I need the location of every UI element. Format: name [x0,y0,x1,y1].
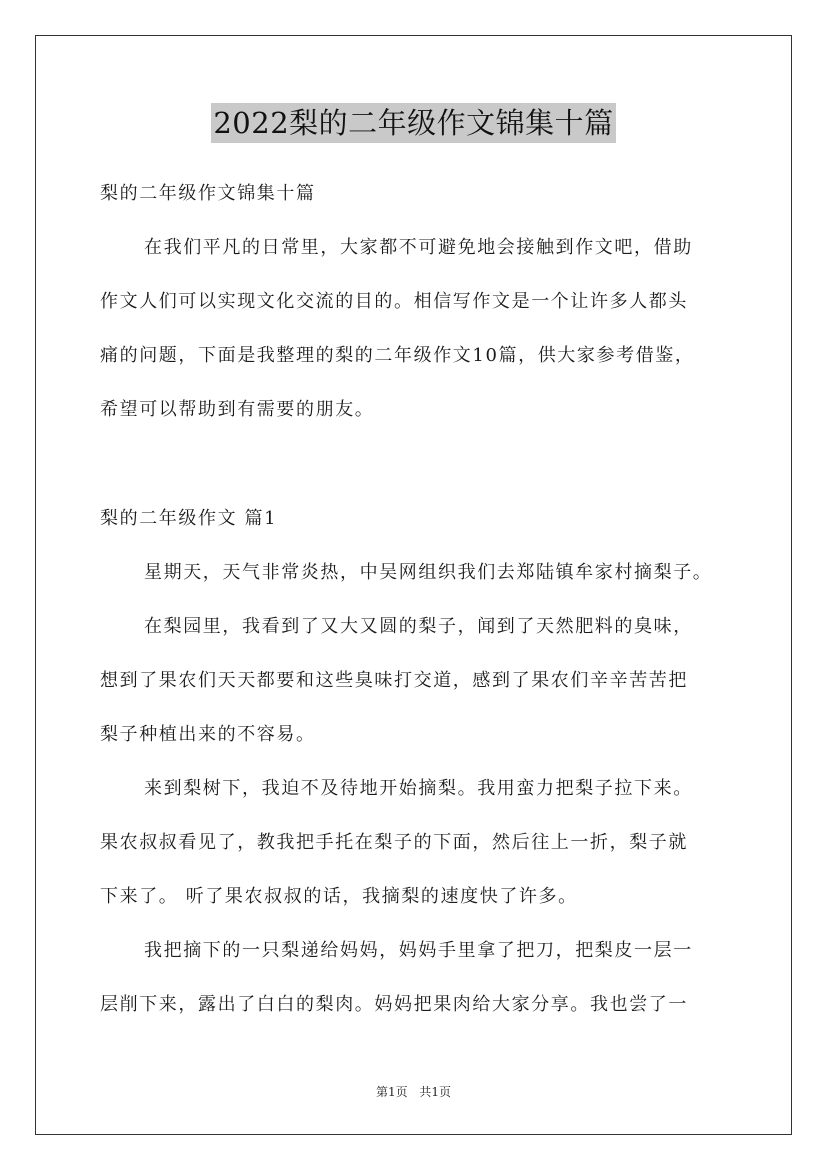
body-line-9: 层削下来，露出了白白的梨肉。妈妈把果肉给大家分享。我也尝了一 [100,994,688,1015]
body-line-1: 星期天，天气非常炎热，中吴网组织我们去郑陆镇牟家村摘梨子。 [144,562,713,583]
page-number-total: 共1页 [419,1085,452,1099]
body-line-3: 想到了果农们天天都要和这些臭味打交道，感到了果农们辛辛苦苦把 [100,670,688,691]
intro-line-1: 在我们平凡的日常里，大家都不可避免地会接触到作文吧，借助 [144,237,693,258]
title-container [0,103,827,143]
intro-line-4: 希望可以帮助到有需要的朋友。 [100,399,375,420]
body-line-7: 下来了。 听了果农叔叔的话，我摘梨的速度快了许多。 [100,886,578,907]
intro-line-2: 作文人们可以实现文化交流的目的。相信写作文是一个让许多人都头 [100,291,688,312]
document-subtitle: 梨的二年级作文锦集十篇 [100,183,316,204]
body-line-5: 来到梨树下，我迫不及待地开始摘梨。我用蛮力把梨子拉下来。 [144,778,693,799]
body-line-2: 在梨园里，我看到了又大又圆的梨子，闻到了天然肥料的臭味， [144,616,693,637]
body-line-4: 梨子种植出来的不容易。 [100,724,316,745]
page-number-current: 第1页 [375,1085,408,1099]
intro-line-3: 痛的问题，下面是我整理的梨的二年级作文10篇，供大家参考借鉴， [100,345,695,366]
body-line-8: 我把摘下的一只梨递给妈妈，妈妈手里拿了把刀，把梨皮一层一 [144,940,693,961]
document-title: 2022梨的二年级作文锦集十篇 [211,103,615,143]
page-footer [0,1084,827,1100]
body-line-6: 果农叔叔看见了，教我把手托在梨子的下面，然后往上一折，梨子就 [100,832,688,853]
section-heading: 梨的二年级作文 篇1 [100,508,278,529]
